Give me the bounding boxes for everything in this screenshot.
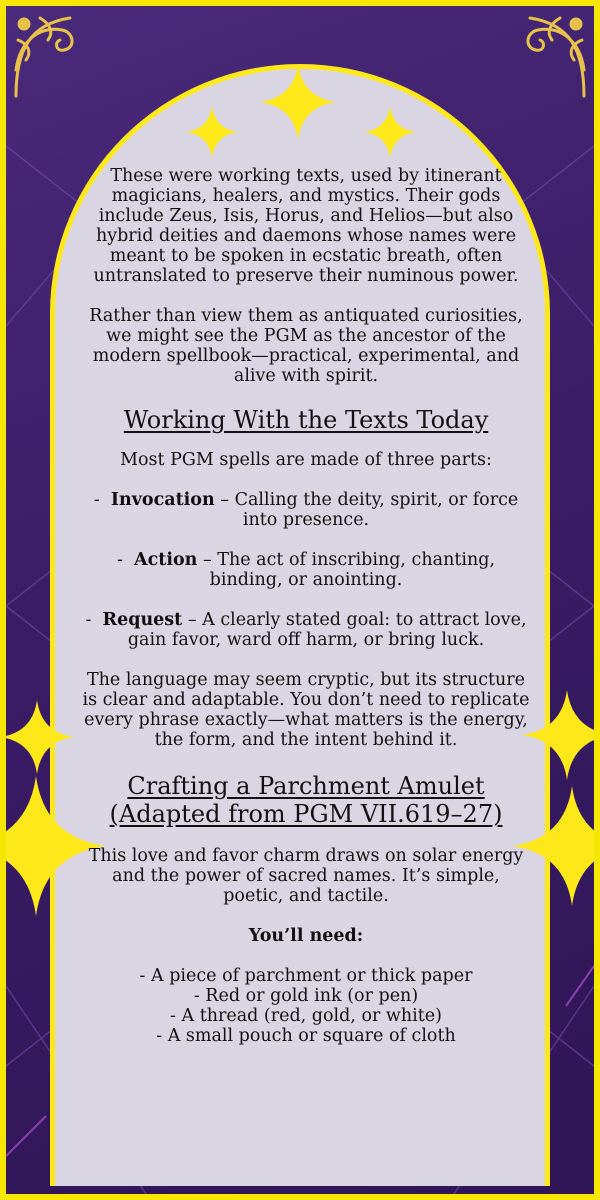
sparkle-star-icon — [364, 106, 416, 158]
part-description: – The act of inscribing, chanting, binding, or anointing. — [197, 550, 496, 590]
part-item-invocation: - Invocation – Calling the deity, spirit, or force into presence. — [93, 490, 519, 530]
sparkle-star-icon — [6, 700, 74, 774]
part-item-request: - Request – A clearly stated goal: to attract love, gain favor, ward off harm, or bring luck. — [85, 610, 527, 650]
corner-flourish-icon — [498, 10, 590, 102]
part-description: – Calling the deity, spirit, or force into presence. — [214, 490, 519, 530]
list-item: - Red or gold ink (or pen) — [193, 986, 419, 1006]
part-description: – A clearly stated goal: to attract love, gain favor, ward off harm, or bring luck. — [127, 610, 527, 650]
list-item: - A piece of parchment or thick paper — [139, 966, 473, 986]
heading-working-with-texts: Working With the Texts Today — [123, 406, 489, 434]
supplies-list — [80, 966, 532, 1046]
part-term: Request — [102, 610, 183, 630]
heading-parchment-amulet: Crafting a Parchment Amulet (Adapted from PGM VII.619–27) — [109, 772, 503, 828]
sparkle-star-icon — [260, 64, 336, 140]
corner-flourish-icon — [10, 10, 102, 102]
list-item: - A thread (red, gold, or white) — [170, 1006, 442, 1026]
paragraph-three-parts: Most PGM spells are made of three parts: — [120, 450, 492, 470]
needs-label: You’ll need: — [248, 926, 364, 946]
part-term: Action — [134, 550, 198, 570]
paragraph-language: The language may seem cryptic, but its structure is clear and adaptable. You don’t need to replicate every phrase exactly—what matters is the energy, the form, and the intent behind it. — [82, 670, 530, 750]
part-term: Invocation — [110, 490, 215, 510]
page-frame — [6, 6, 594, 1194]
part-item-action: - Action – The act of inscribing, chanting, binding, or anointing. — [116, 550, 496, 590]
paragraph-spellbook: Rather than view them as antiquated curiosities, we might see the PGM as the ancestor of the modern spellbook—practical, experimental, and alive with spirit. — [89, 306, 523, 386]
list-item: - A small pouch or square of cloth — [156, 1026, 456, 1046]
sparkle-star-icon — [186, 106, 238, 158]
paragraph-charm: This love and favor charm draws on solar energy and the power of sacred names. It’s simple, poetic, and tactile. — [88, 846, 524, 906]
sparkle-star-icon — [522, 690, 594, 780]
paragraph-intro: These were working texts, used by itinerant magicians, healers, and mystics. Their gods include Zeus, Isis, Horus, and Helios—but also hybrid deities and daemons whose names were meant to be spoken in ecstatic breath, often untranslated to preserve their numinous power. — [93, 166, 519, 286]
article-content — [80, 166, 532, 1046]
